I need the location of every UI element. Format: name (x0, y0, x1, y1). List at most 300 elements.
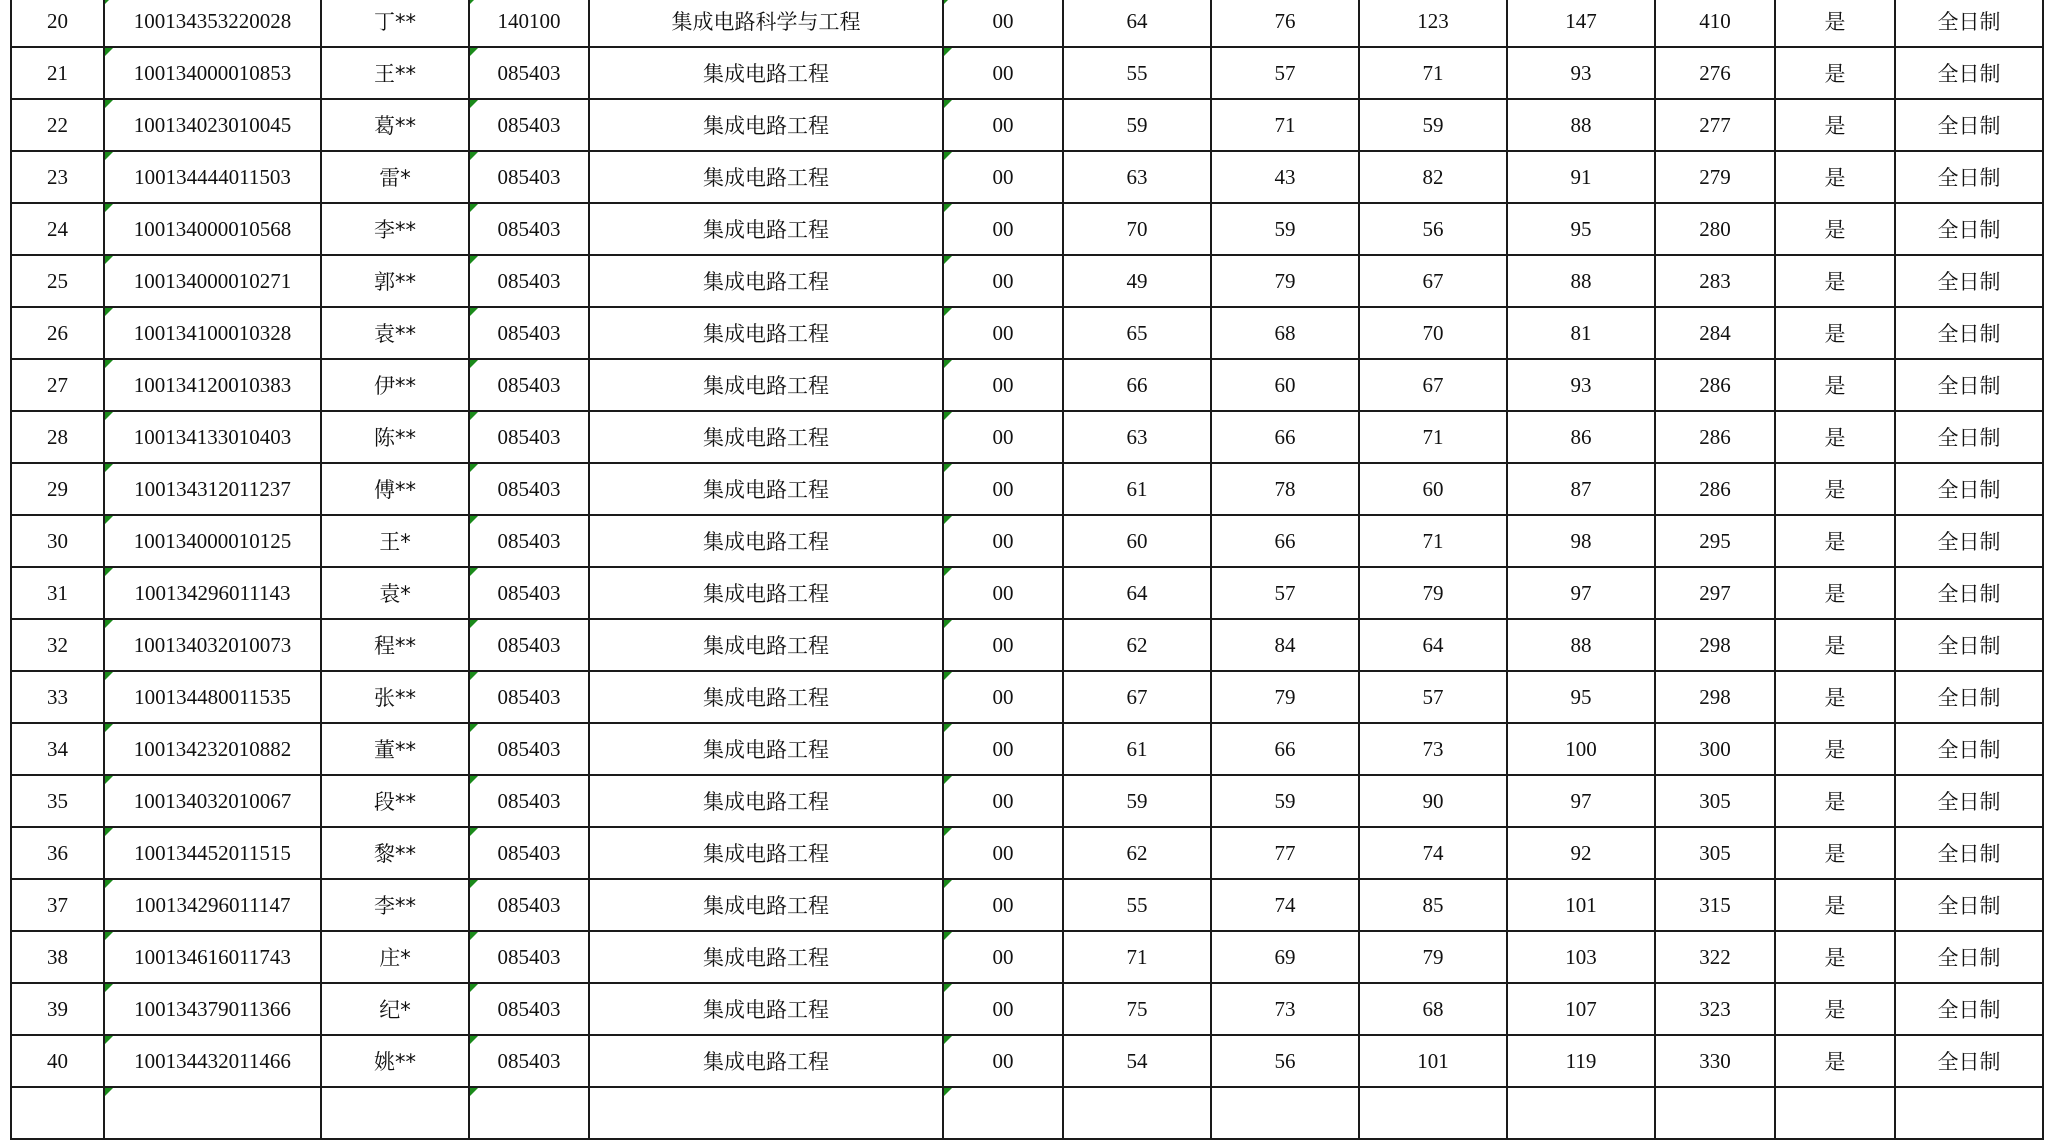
table-row (11, 203, 2043, 255)
cell-admitted: 是 (1775, 359, 1895, 411)
cell-exam-id: 100134312011237 (104, 463, 321, 515)
cell-total-score (1655, 1087, 1775, 1139)
cell-exam-id: 100134100010328 (104, 307, 321, 359)
cell-admitted: 是 (1775, 671, 1895, 723)
cell-admitted: 是 (1775, 515, 1895, 567)
cell-exam-id: 100134000010568 (104, 203, 321, 255)
cell-score-2: 59 (1211, 203, 1359, 255)
cell-admitted: 是 (1775, 931, 1895, 983)
cell-score-2: 57 (1211, 567, 1359, 619)
cell-major-code: 085403 (469, 515, 589, 567)
cell-seq-no: 26 (11, 307, 104, 359)
cell-score-3: 71 (1359, 515, 1507, 567)
cell-major-name: 集成电路工程 (589, 983, 943, 1035)
cell-admitted: 是 (1775, 307, 1895, 359)
cell-major-code: 085403 (469, 619, 589, 671)
cell-total-score: 279 (1655, 151, 1775, 203)
cell-score-2: 77 (1211, 827, 1359, 879)
cell-score-3: 59 (1359, 99, 1507, 151)
cell-admitted: 是 (1775, 99, 1895, 151)
cell-score-3 (1359, 1087, 1507, 1139)
cell-exam-id: 100134232010882 (104, 723, 321, 775)
cell-total-score: 322 (1655, 931, 1775, 983)
cell-score-2: 59 (1211, 775, 1359, 827)
cell-score-4: 87 (1507, 463, 1655, 515)
cell-score-4: 100 (1507, 723, 1655, 775)
cell-major-name: 集成电路工程 (589, 1035, 943, 1087)
cell-score-1: 70 (1063, 203, 1211, 255)
cell-major-code: 085403 (469, 463, 589, 515)
cell-score-1: 59 (1063, 775, 1211, 827)
cell-score-1: 66 (1063, 359, 1211, 411)
cell-score-2: 68 (1211, 307, 1359, 359)
table-row (11, 359, 2043, 411)
cell-study-mode: 全日制 (1895, 515, 2043, 567)
cell-score-3: 71 (1359, 47, 1507, 99)
cell-exam-id: 100134133010403 (104, 411, 321, 463)
cell-major-code: 085403 (469, 1035, 589, 1087)
cell-major-code: 085403 (469, 567, 589, 619)
cell-score-4 (1507, 1087, 1655, 1139)
cell-major-name: 集成电路工程 (589, 255, 943, 307)
cell-total-score: 298 (1655, 619, 1775, 671)
table-row (11, 307, 2043, 359)
cell-name: 伊** (321, 359, 469, 411)
cell-total-score: 283 (1655, 255, 1775, 307)
cell-total-score: 323 (1655, 983, 1775, 1035)
cell-direction: 00 (943, 1035, 1063, 1087)
cell-direction: 00 (943, 359, 1063, 411)
cell-score-1: 62 (1063, 827, 1211, 879)
cell-exam-id: 100134353220028 (104, 0, 321, 47)
table-row (11, 879, 2043, 931)
cell-admitted: 是 (1775, 775, 1895, 827)
cell-admitted: 是 (1775, 463, 1895, 515)
cell-score-2: 84 (1211, 619, 1359, 671)
cell-study-mode: 全日制 (1895, 255, 2043, 307)
cell-total-score: 305 (1655, 827, 1775, 879)
cell-admitted: 是 (1775, 723, 1895, 775)
cell-seq-no: 38 (11, 931, 104, 983)
cell-name: 程** (321, 619, 469, 671)
cell-study-mode: 全日制 (1895, 1035, 2043, 1087)
cell-total-score: 277 (1655, 99, 1775, 151)
cell-score-3: 71 (1359, 411, 1507, 463)
cell-score-1: 64 (1063, 567, 1211, 619)
cell-name: 雷* (321, 151, 469, 203)
table-row-partial (11, 1087, 2043, 1139)
admission-results-table (10, 0, 2044, 1140)
cell-admitted (1775, 1087, 1895, 1139)
cell-exam-id: 100134032010073 (104, 619, 321, 671)
cell-major-name: 集成电路工程 (589, 203, 943, 255)
cell-direction: 00 (943, 515, 1063, 567)
cell-score-2: 56 (1211, 1035, 1359, 1087)
cell-major-name: 集成电路工程 (589, 567, 943, 619)
cell-score-1: 62 (1063, 619, 1211, 671)
cell-direction: 00 (943, 255, 1063, 307)
cell-score-1: 63 (1063, 151, 1211, 203)
cell-exam-id: 100134000010853 (104, 47, 321, 99)
cell-major-name: 集成电路工程 (589, 411, 943, 463)
cell-score-4: 88 (1507, 255, 1655, 307)
cell-score-2: 79 (1211, 671, 1359, 723)
table-row (11, 567, 2043, 619)
cell-direction: 00 (943, 203, 1063, 255)
cell-score-3: 73 (1359, 723, 1507, 775)
cell-score-3: 85 (1359, 879, 1507, 931)
cell-score-2: 57 (1211, 47, 1359, 99)
cell-major-code: 085403 (469, 99, 589, 151)
table-row (11, 983, 2043, 1035)
cell-seq-no: 37 (11, 879, 104, 931)
cell-score-4: 119 (1507, 1035, 1655, 1087)
cell-major-name: 集成电路工程 (589, 515, 943, 567)
cell-major-code: 140100 (469, 0, 589, 47)
table-row (11, 99, 2043, 151)
cell-score-1: 59 (1063, 99, 1211, 151)
cell-major-name: 集成电路工程 (589, 723, 943, 775)
cell-study-mode: 全日制 (1895, 99, 2043, 151)
cell-study-mode: 全日制 (1895, 463, 2043, 515)
cell-seq-no: 22 (11, 99, 104, 151)
cell-seq-no: 25 (11, 255, 104, 307)
table-row (11, 931, 2043, 983)
cell-direction: 00 (943, 619, 1063, 671)
cell-score-2: 79 (1211, 255, 1359, 307)
cell-major-code: 085403 (469, 307, 589, 359)
cell-major-name: 集成电路科学与工程 (589, 0, 943, 47)
cell-score-1: 60 (1063, 515, 1211, 567)
cell-direction: 00 (943, 99, 1063, 151)
cell-total-score: 330 (1655, 1035, 1775, 1087)
cell-major-name: 集成电路工程 (589, 463, 943, 515)
cell-total-score: 300 (1655, 723, 1775, 775)
cell-score-4: 103 (1507, 931, 1655, 983)
cell-score-2: 78 (1211, 463, 1359, 515)
cell-score-4: 91 (1507, 151, 1655, 203)
cell-direction: 00 (943, 723, 1063, 775)
cell-study-mode: 全日制 (1895, 619, 2043, 671)
cell-study-mode: 全日制 (1895, 931, 2043, 983)
cell-major-name: 集成电路工程 (589, 99, 943, 151)
cell-name: 李** (321, 879, 469, 931)
cell-name: 庄* (321, 931, 469, 983)
cell-direction: 00 (943, 671, 1063, 723)
cell-major-code: 085403 (469, 411, 589, 463)
cell-study-mode: 全日制 (1895, 775, 2043, 827)
cell-seq-no: 28 (11, 411, 104, 463)
cell-name: 黎** (321, 827, 469, 879)
cell-name: 陈** (321, 411, 469, 463)
cell-name: 王* (321, 515, 469, 567)
cell-seq-no: 20 (11, 0, 104, 47)
cell-exam-id: 100134379011366 (104, 983, 321, 1035)
cell-score-3: 64 (1359, 619, 1507, 671)
cell-score-2: 43 (1211, 151, 1359, 203)
cell-major-name: 集成电路工程 (589, 307, 943, 359)
cell-name: 张** (321, 671, 469, 723)
cell-admitted: 是 (1775, 567, 1895, 619)
cell-major-name: 集成电路工程 (589, 47, 943, 99)
cell-name: 王** (321, 47, 469, 99)
cell-name: 董** (321, 723, 469, 775)
cell-admitted: 是 (1775, 0, 1895, 47)
cell-score-3: 70 (1359, 307, 1507, 359)
cell-total-score: 286 (1655, 411, 1775, 463)
cell-score-2: 60 (1211, 359, 1359, 411)
cell-score-4: 93 (1507, 47, 1655, 99)
cell-score-3: 57 (1359, 671, 1507, 723)
cell-score-3: 90 (1359, 775, 1507, 827)
cell-score-4: 95 (1507, 203, 1655, 255)
cell-major-code: 085403 (469, 671, 589, 723)
cell-exam-id: 100134023010045 (104, 99, 321, 151)
cell-admitted: 是 (1775, 619, 1895, 671)
cell-major-code: 085403 (469, 879, 589, 931)
table-row (11, 827, 2043, 879)
cell-major-name: 集成电路工程 (589, 827, 943, 879)
cell-admitted: 是 (1775, 47, 1895, 99)
cell-study-mode: 全日制 (1895, 827, 2043, 879)
cell-major-code: 085403 (469, 255, 589, 307)
cell-direction: 00 (943, 151, 1063, 203)
cell-major-name: 集成电路工程 (589, 879, 943, 931)
cell-seq-no: 33 (11, 671, 104, 723)
cell-major-code: 085403 (469, 827, 589, 879)
cell-direction (943, 1087, 1063, 1139)
cell-score-1 (1063, 1087, 1211, 1139)
table-row (11, 463, 2043, 515)
cell-total-score: 295 (1655, 515, 1775, 567)
cell-study-mode: 全日制 (1895, 203, 2043, 255)
cell-exam-id: 100134000010125 (104, 515, 321, 567)
cell-name: 袁* (321, 567, 469, 619)
cell-score-1: 65 (1063, 307, 1211, 359)
table-row (11, 671, 2043, 723)
cell-direction: 00 (943, 827, 1063, 879)
cell-admitted: 是 (1775, 983, 1895, 1035)
cell-total-score: 280 (1655, 203, 1775, 255)
cell-name: 李** (321, 203, 469, 255)
cell-total-score: 286 (1655, 463, 1775, 515)
cell-major-code: 085403 (469, 203, 589, 255)
table-body (11, 0, 2043, 1139)
cell-study-mode: 全日制 (1895, 879, 2043, 931)
cell-score-4: 98 (1507, 515, 1655, 567)
cell-direction: 00 (943, 0, 1063, 47)
cell-major-code: 085403 (469, 775, 589, 827)
cell-seq-no: 30 (11, 515, 104, 567)
cell-total-score: 284 (1655, 307, 1775, 359)
cell-score-4: 97 (1507, 567, 1655, 619)
cell-score-4: 101 (1507, 879, 1655, 931)
cell-score-1: 61 (1063, 723, 1211, 775)
cell-score-3: 67 (1359, 255, 1507, 307)
cell-study-mode: 全日制 (1895, 567, 2043, 619)
cell-direction: 00 (943, 983, 1063, 1035)
cell-major-code (469, 1087, 589, 1139)
cell-exam-id: 100134120010383 (104, 359, 321, 411)
cell-score-1: 55 (1063, 47, 1211, 99)
cell-seq-no: 40 (11, 1035, 104, 1087)
cell-score-1: 61 (1063, 463, 1211, 515)
cell-major-code: 085403 (469, 47, 589, 99)
table-row (11, 0, 2043, 47)
cell-score-2: 71 (1211, 99, 1359, 151)
cell-score-3: 79 (1359, 931, 1507, 983)
cell-name (321, 1087, 469, 1139)
cell-score-2: 73 (1211, 983, 1359, 1035)
cell-admitted: 是 (1775, 1035, 1895, 1087)
cell-major-name (589, 1087, 943, 1139)
cell-seq-no: 27 (11, 359, 104, 411)
cell-exam-id: 100134480011535 (104, 671, 321, 723)
cell-score-4: 95 (1507, 671, 1655, 723)
cell-seq-no: 23 (11, 151, 104, 203)
cell-exam-id (104, 1087, 321, 1139)
cell-major-name: 集成电路工程 (589, 359, 943, 411)
cell-exam-id: 100134432011466 (104, 1035, 321, 1087)
cell-score-1: 75 (1063, 983, 1211, 1035)
cell-study-mode: 全日制 (1895, 307, 2043, 359)
cell-score-2: 69 (1211, 931, 1359, 983)
table-row (11, 151, 2043, 203)
cell-score-1: 55 (1063, 879, 1211, 931)
cell-major-code: 085403 (469, 151, 589, 203)
cell-major-name: 集成电路工程 (589, 931, 943, 983)
cell-study-mode: 全日制 (1895, 983, 2043, 1035)
cell-score-3: 56 (1359, 203, 1507, 255)
cell-score-4: 88 (1507, 99, 1655, 151)
cell-major-name: 集成电路工程 (589, 775, 943, 827)
cell-direction: 00 (943, 47, 1063, 99)
cell-exam-id: 100134444011503 (104, 151, 321, 203)
cell-name: 丁** (321, 0, 469, 47)
cell-score-2: 76 (1211, 0, 1359, 47)
cell-total-score: 410 (1655, 0, 1775, 47)
cell-direction: 00 (943, 567, 1063, 619)
cell-major-name: 集成电路工程 (589, 151, 943, 203)
cell-total-score: 315 (1655, 879, 1775, 931)
cell-study-mode: 全日制 (1895, 47, 2043, 99)
cell-score-1: 71 (1063, 931, 1211, 983)
cell-name: 姚** (321, 1035, 469, 1087)
cell-exam-id: 100134452011515 (104, 827, 321, 879)
cell-score-1: 54 (1063, 1035, 1211, 1087)
table-row (11, 515, 2043, 567)
cell-score-4: 86 (1507, 411, 1655, 463)
table-row (11, 775, 2043, 827)
cell-major-code: 085403 (469, 359, 589, 411)
cell-total-score: 305 (1655, 775, 1775, 827)
cell-score-3: 123 (1359, 0, 1507, 47)
cell-study-mode: 全日制 (1895, 151, 2043, 203)
cell-score-2: 74 (1211, 879, 1359, 931)
cell-study-mode: 全日制 (1895, 0, 2043, 47)
cell-direction: 00 (943, 775, 1063, 827)
cell-major-code: 085403 (469, 931, 589, 983)
cell-study-mode: 全日制 (1895, 411, 2043, 463)
cell-name: 纪* (321, 983, 469, 1035)
cell-major-name: 集成电路工程 (589, 671, 943, 723)
cell-seq-no: 36 (11, 827, 104, 879)
cell-score-3: 67 (1359, 359, 1507, 411)
cell-direction: 00 (943, 411, 1063, 463)
cell-exam-id: 100134296011147 (104, 879, 321, 931)
cell-total-score: 276 (1655, 47, 1775, 99)
cell-direction: 00 (943, 931, 1063, 983)
cell-seq-no: 29 (11, 463, 104, 515)
cell-seq-no: 31 (11, 567, 104, 619)
cell-seq-no: 24 (11, 203, 104, 255)
cell-name: 傅** (321, 463, 469, 515)
cell-score-4: 97 (1507, 775, 1655, 827)
cell-exam-id: 100134616011743 (104, 931, 321, 983)
cell-score-1: 49 (1063, 255, 1211, 307)
cell-exam-id: 100134296011143 (104, 567, 321, 619)
cell-name: 葛** (321, 99, 469, 151)
cell-admitted: 是 (1775, 827, 1895, 879)
cell-score-2: 66 (1211, 411, 1359, 463)
cell-admitted: 是 (1775, 203, 1895, 255)
cell-total-score: 286 (1655, 359, 1775, 411)
cell-direction: 00 (943, 879, 1063, 931)
cell-major-code: 085403 (469, 983, 589, 1035)
cell-major-name: 集成电路工程 (589, 619, 943, 671)
cell-study-mode: 全日制 (1895, 359, 2043, 411)
cell-total-score: 298 (1655, 671, 1775, 723)
cell-total-score: 297 (1655, 567, 1775, 619)
cell-score-3: 60 (1359, 463, 1507, 515)
cell-seq-no: 39 (11, 983, 104, 1035)
cell-admitted: 是 (1775, 879, 1895, 931)
table-row (11, 255, 2043, 307)
table-row (11, 411, 2043, 463)
cell-major-code: 085403 (469, 723, 589, 775)
cell-score-3: 82 (1359, 151, 1507, 203)
cell-score-3: 101 (1359, 1035, 1507, 1087)
cell-exam-id: 100134000010271 (104, 255, 321, 307)
cell-score-1: 63 (1063, 411, 1211, 463)
cell-study-mode: 全日制 (1895, 723, 2043, 775)
cell-study-mode (1895, 1087, 2043, 1139)
table-row (11, 723, 2043, 775)
cell-exam-id: 100134032010067 (104, 775, 321, 827)
cell-score-4: 88 (1507, 619, 1655, 671)
cell-score-2 (1211, 1087, 1359, 1139)
cell-admitted: 是 (1775, 151, 1895, 203)
cell-score-3: 68 (1359, 983, 1507, 1035)
cell-score-1: 67 (1063, 671, 1211, 723)
cell-name: 袁** (321, 307, 469, 359)
cell-score-2: 66 (1211, 723, 1359, 775)
cell-study-mode: 全日制 (1895, 671, 2043, 723)
cell-score-4: 81 (1507, 307, 1655, 359)
cell-score-3: 79 (1359, 567, 1507, 619)
cell-name: 段** (321, 775, 469, 827)
cell-score-4: 92 (1507, 827, 1655, 879)
cell-admitted: 是 (1775, 411, 1895, 463)
cell-score-3: 74 (1359, 827, 1507, 879)
cell-admitted: 是 (1775, 255, 1895, 307)
cell-score-1: 64 (1063, 0, 1211, 47)
cell-seq-no (11, 1087, 104, 1139)
cell-score-2: 66 (1211, 515, 1359, 567)
cell-seq-no: 32 (11, 619, 104, 671)
cell-seq-no: 34 (11, 723, 104, 775)
table-row (11, 47, 2043, 99)
